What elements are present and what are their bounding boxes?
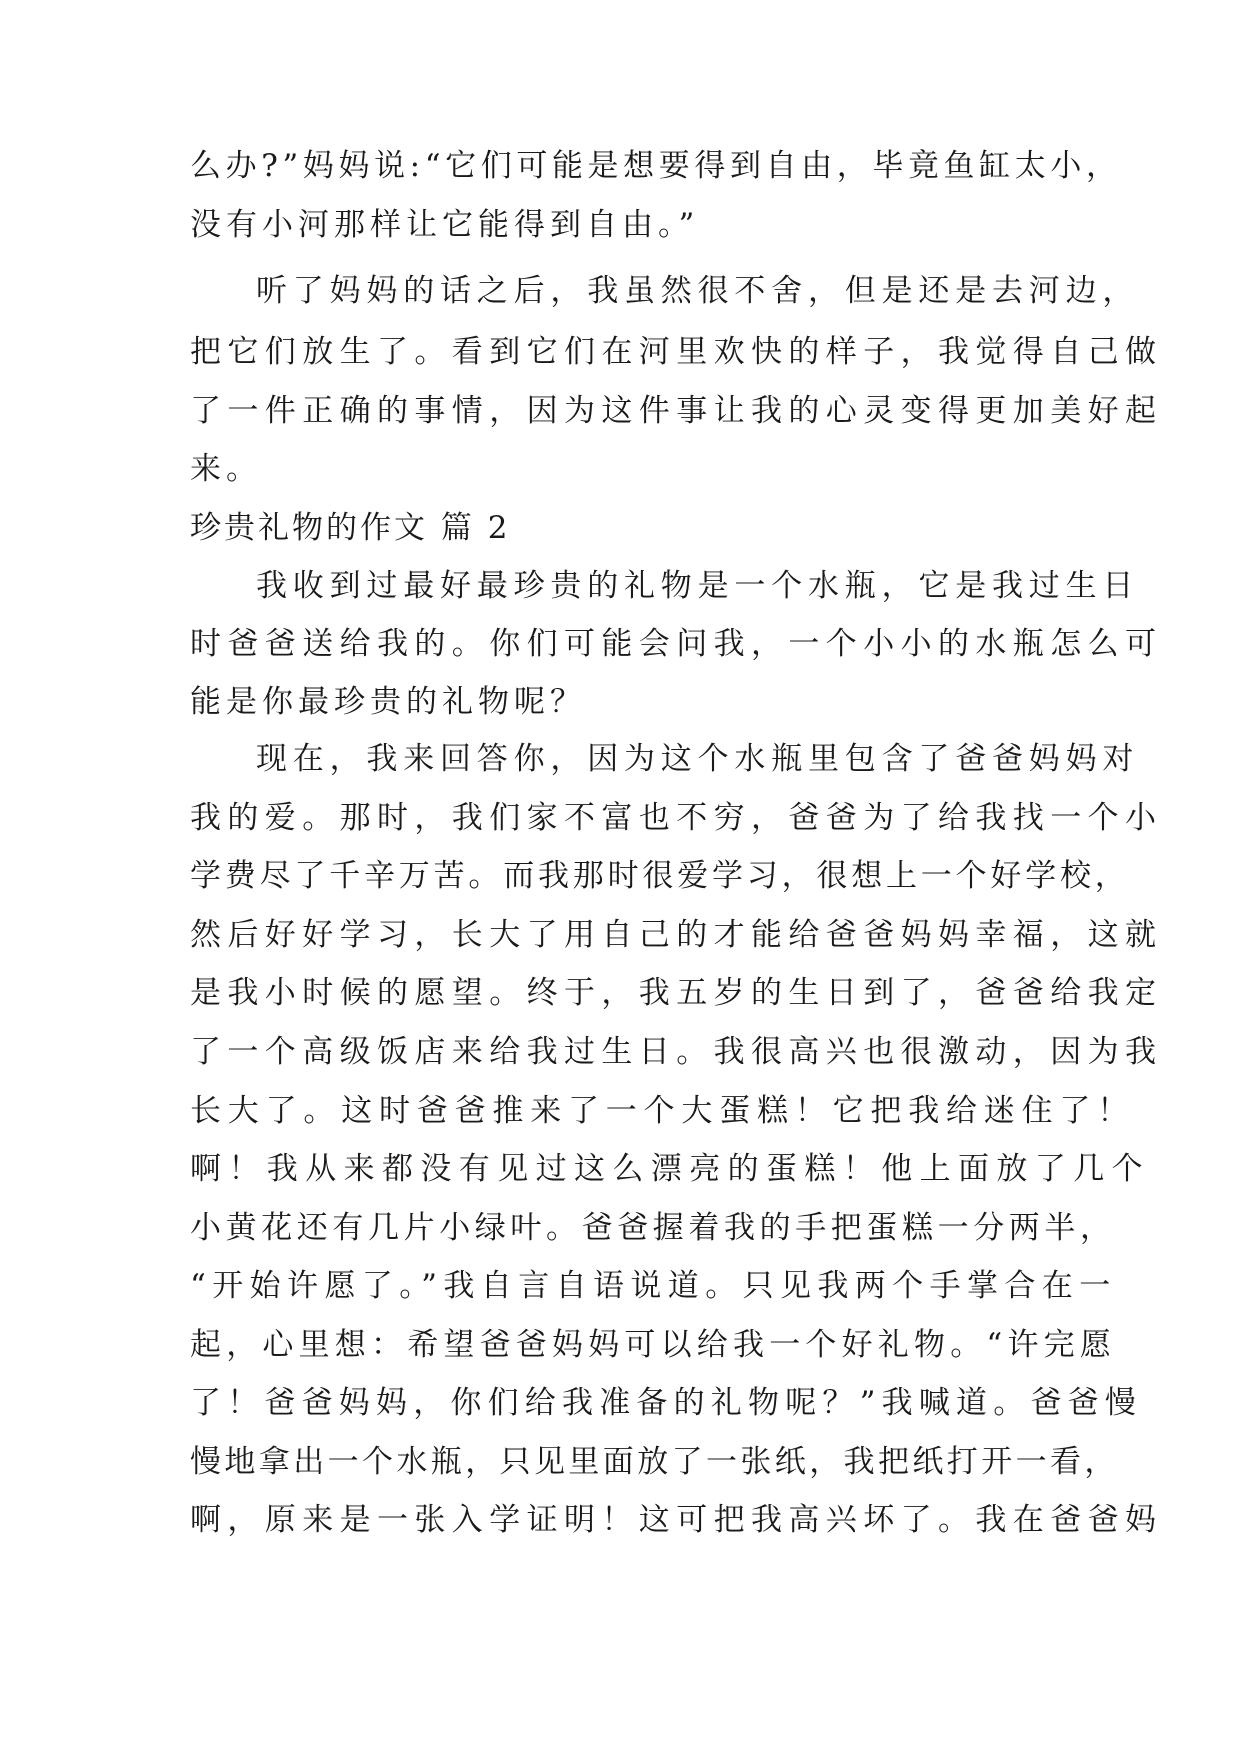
text-line: 时爸爸送给我的。你们可能会问我，一个小小的水瓶怎么可 — [190, 626, 1163, 662]
text-line: 听了妈妈的话之后，我虽然很不舍，但是还是去河边， — [256, 273, 1140, 309]
text-line: 来。 — [190, 451, 262, 487]
text-line: 了一件正确的事情，因为这件事让我的心灵变得更加美好起 — [190, 393, 1163, 429]
text-line: 我的爱。那时，我们家不富也不穷，爸爸为了给我找一个小 — [190, 800, 1163, 836]
text-line: 现在，我来回答你，因为这个水瓶里包含了爸爸妈妈对 — [256, 741, 1140, 777]
text-line: 是我小时候的愿望。终于，我五岁的生日到了，爸爸给我定 — [190, 975, 1163, 1011]
text-line: 把它们放生了。看到它们在河里欢快的样子，我觉得自己做 — [190, 334, 1163, 370]
text-line: 我收到过最好最珍贵的礼物是一个水瓶，它是我过生日 — [256, 568, 1140, 604]
text-line: 长大了。这时爸爸推来了一个大蛋糕！它把我给迷住了！ — [190, 1093, 1135, 1129]
text-line: 学费尽了千辛万苦。而我那时很爱学习，很想上一个好学校， — [190, 858, 1130, 894]
text-line: 了！爸爸妈妈，你们给我准备的礼物呢？”我喊道。爸爸慢 — [190, 1385, 1143, 1421]
text-line: 没有小河那样让它能得到自由。” — [190, 207, 700, 243]
text-line: 啊，原来是一张入学证明！这可把我高兴坏了。我在爸爸妈 — [190, 1502, 1163, 1538]
text-line: 能是你最珍贵的礼物呢？ — [190, 684, 586, 720]
text-line: 了一个高级饭店来给我过生日。我很高兴也很激动，因为我 — [190, 1034, 1163, 1070]
text-line: 么办?”妈妈说:“它们可能是想要得到自由，毕竟鱼缸太小， — [190, 148, 1122, 184]
section-heading: 珍贵礼物的作文 篇 2 — [190, 510, 511, 546]
text-line: 啊！我从来都没有见过这么漂亮的蛋糕！他上面放了几个 — [190, 1151, 1150, 1187]
text-line: 起，心里想：希望爸爸妈妈可以给我一个好礼物。“许完愿 — [190, 1327, 1117, 1363]
text-line: 慢地拿出一个水瓶，只见里面放了一张纸，我把纸打开一看， — [190, 1444, 1119, 1480]
text-line: 然后好好学习，长大了用自己的才能给爸爸妈妈幸福，这就 — [190, 917, 1163, 953]
text-line: 小黄花还有几片小绿叶。爸爸握着我的手把蛋糕一分两半， — [190, 1210, 1116, 1246]
text-line: “开始许愿了。”我自言自语说道。只见我两个手掌合在一 — [190, 1268, 1117, 1304]
